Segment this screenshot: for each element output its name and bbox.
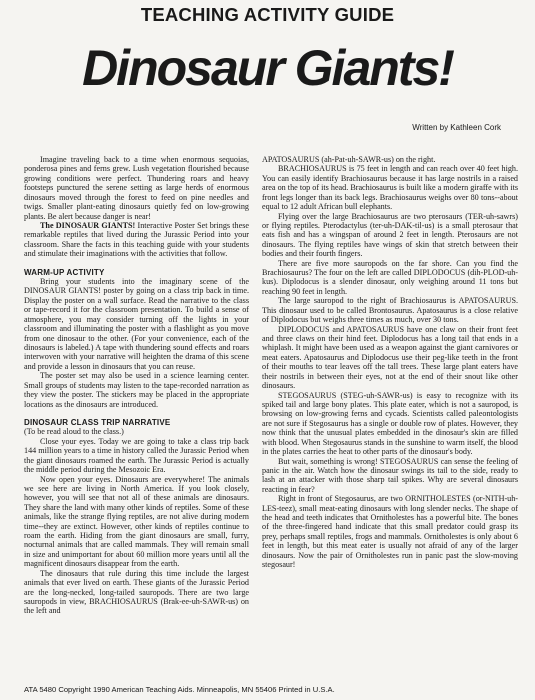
warmup-paragraph-2: The poster set may also be used in a science learning center. Small groups of students may listen to the tape-recorded narration as they view the poster. The stickers may be placed in the appropriate locations as the dinosaurs are introduced. bbox=[24, 371, 249, 409]
guide-title: Dinosaur Giants! bbox=[82, 40, 453, 96]
warmup-heading: WARM-UP ACTIVITY bbox=[24, 267, 105, 277]
narrative-paragraph-3: The dinosaurs that rule during this time include the largest animals that ever lived on earth. These giants of the Jurassic Period are the long-necked, long-tailed sauropods. There are two large sauropods in view, BRACHIOSAURUS (Brak-ee-uh-SAWR-us) on the left and bbox=[24, 568, 249, 616]
warmup-paragraph-1: Bring your students into the imaginary scene of the DINOSAUR GIANTS! poster by going on a class trip back in time. Display the poster on a wall surface. Read the narrative to the class or tape-record it for the classroom presentation. To build a sense of atmosphere, you may consider turning off the lights in your classroom and illuminating the poster with a flashlight as you move from one dinosaur to the other. (For your convenience, each of the dinosaurs is labeled.) A tape with thundering sound effects and roars interwoven with your narrative will heighten the drama of this scene and provide a lesson in dinosaurs that you can reuse. bbox=[24, 277, 249, 371]
apatosaurus-line: APATOSAURUS (ah-Pat-uh-SAWR-us) on the right. bbox=[262, 155, 436, 164]
apatosaurus-paragraph: The large sauropod to the right of Brachiosaurus is APATOSAURUS. This dinosaur used to be called Brontosaurus. Apatosaurus is a close relative of Diplodocus but weighs three times as much, over 30 tons. bbox=[262, 296, 518, 325]
intro-text: Interactive Poster Set brings these remarkable reptiles that lived during the Jurassic Period into your classroom. Share the facts in this teaching guide with your students and stimulate their imaginations with the activities that follow. bbox=[24, 220, 249, 259]
narrative-heading: DINOSAUR CLASS TRIP NARRATIVE bbox=[24, 417, 171, 427]
sauropods-paragraph: There are five more sauropods on the far shore. Can you find the Brachiosaurus? The four on the left are called DIPLODOCUS (dih-PLOD-uh-kus). Diplodocus is a slender dinosaur, only weighing around 11 tons but reaching 90 feet in length. bbox=[262, 258, 518, 296]
narrative-paragraph-2: Now open your eyes. Dinosaurs are everywhere! The animals we see here are living in North America. If you look closely, however, you will see that not all of these animals are dinosaurs. They share the land with many other kinds of reptiles. Some of these animals, like the strange flying reptiles, are not alive during modern time--they are extinct. However, other kinds of reptiles continue to roam the earth. Hiding from the giant dinosaurs are small, furry, nocturnal animals that are called mammals. They will remain small in size and unimportant for about 60 million more years until all the magnificent dinosaurs disappear from the earth. bbox=[24, 474, 249, 569]
intro-paragraph-1: Imagine traveling back to a time when enormous sequoias, ponderosa pines and ferns grew. Lush vegetation flourished because growing conditions were perfect. Thundering roars and heavy footsteps punctured the serene setting as large herds of enormous dinosaurs moved through the forest to feed on pine needles and twigs. Smaller plant-eating dinosaurs quietly fed on low-growing plants. Be alert because danger is near! bbox=[24, 155, 249, 221]
pterosaur-paragraph: Flying over the large Brachiosaurus are two pterosaurs (TER-uh-sawrs) or flying reptiles. Pterodactylus (ter-uh-DAK-til-us) is a small pterosaur that eats fish and has a wingspan of around 2 feet in length. Pterosaurs are not dinosaurs. The flying reptiles have wings of skin that stretch between their bodies and their fourth fingers. bbox=[262, 211, 518, 259]
series-title: TEACHING ACTIVITY GUIDE bbox=[140, 4, 395, 25]
diplodocus-paragraph: DIPLODOCUS and APATOSAURUS have one claw on their front feet and three claws on their hind feet. Diplodocus has a long tail that ends in a whiplash. It might have been used as a weapon against the giant carnivores or meat eaters. Apatosaurus and Diplodocus use their peg-like teeth in the front of their mouths to tear leaves off the tall trees. These large plant eaters have their nostrils in between their eyes, not at the end of their snout like other dinosaurs. bbox=[262, 324, 518, 391]
narrative-note: (To be read aloud to the class.) bbox=[24, 427, 124, 437]
ornitholestes-paragraph: Right in front of Stegosaurus, are two ORNITHOLESTES (or-NITH-uh-LES-teez), small meat-eating dinosaurs with long slender necks. The shape of the head and teeth indicates that Ornitholestes has a powerful bite. The bones of the three-fingered hand indicate that this small predator could grasp its prey, perhaps small reptiles, frogs and mammals. Ornitholestes is only about 6 feet in length, but this meat eater is usually not afraid of any of the larger dinosaurs. Now the pair of Ornitholestes run in panic past the slow-moving stegosaur! bbox=[262, 494, 518, 570]
intro-paragraph-2 bbox=[24, 221, 249, 259]
brachiosaurus-paragraph: BRACHIOSAURUS is 75 feet in length and can reach over 40 feet high. You can easily identify Brachiosaurus because it has large nostrils in a raised area on the top of its head. Brachiosaurus is built like a modern giraffe with its front legs longer than its back legs. Brachiosaurus weighs over 80 tons--about equal to 12 adult African bull elephants. bbox=[262, 164, 518, 212]
stegosaurus-paragraph-2: But wait, something is wrong! STEGOSAURUS can sense the feeling of panic in the air. Watch how the dinosaur swings its tail to the side, ready to lash at an attacker with those sharp tail spikes. Why are several dinosaurs reacting in fear? bbox=[262, 456, 518, 494]
left-column bbox=[24, 155, 249, 616]
footer-copyright: ATA 5480 Copyright 1990 American Teaching Aids. Minneapolis, MN 55406 Printed in U.S.A. bbox=[24, 685, 335, 694]
intro-emphasis: The DINOSAUR GIANTS! bbox=[40, 220, 136, 230]
byline: Written by Kathleen Cork bbox=[412, 123, 501, 132]
stegosaurus-paragraph-1: STEGOSAURUS (STEG-uh-SAWR-us) is easy to recognize with its spiked tail and large bony plates. This plate eater, which is not a sauropod, is browsing on low-growing ferns and cycads. Scientists called paleontologists are not sure if Stegosaurus has a single or double row of plates. However, they now think that the unusual plates embedded in the dinosaur's skin are filled with blood. When Stegosaurus stands in the sunshine to warm itself, the blood in the plates carries the heat to other parts of the dinosaur's body. bbox=[262, 390, 518, 457]
narrative-paragraph-1: Close your eyes. Today we are going to take a class trip back 144 million years to a time in history called the Jurassic Period when the giant dinosaurs roamed the earth. The Jurassic Period is actually the middle period during the Mesozoic Era. bbox=[24, 436, 249, 475]
right-column bbox=[262, 155, 518, 570]
